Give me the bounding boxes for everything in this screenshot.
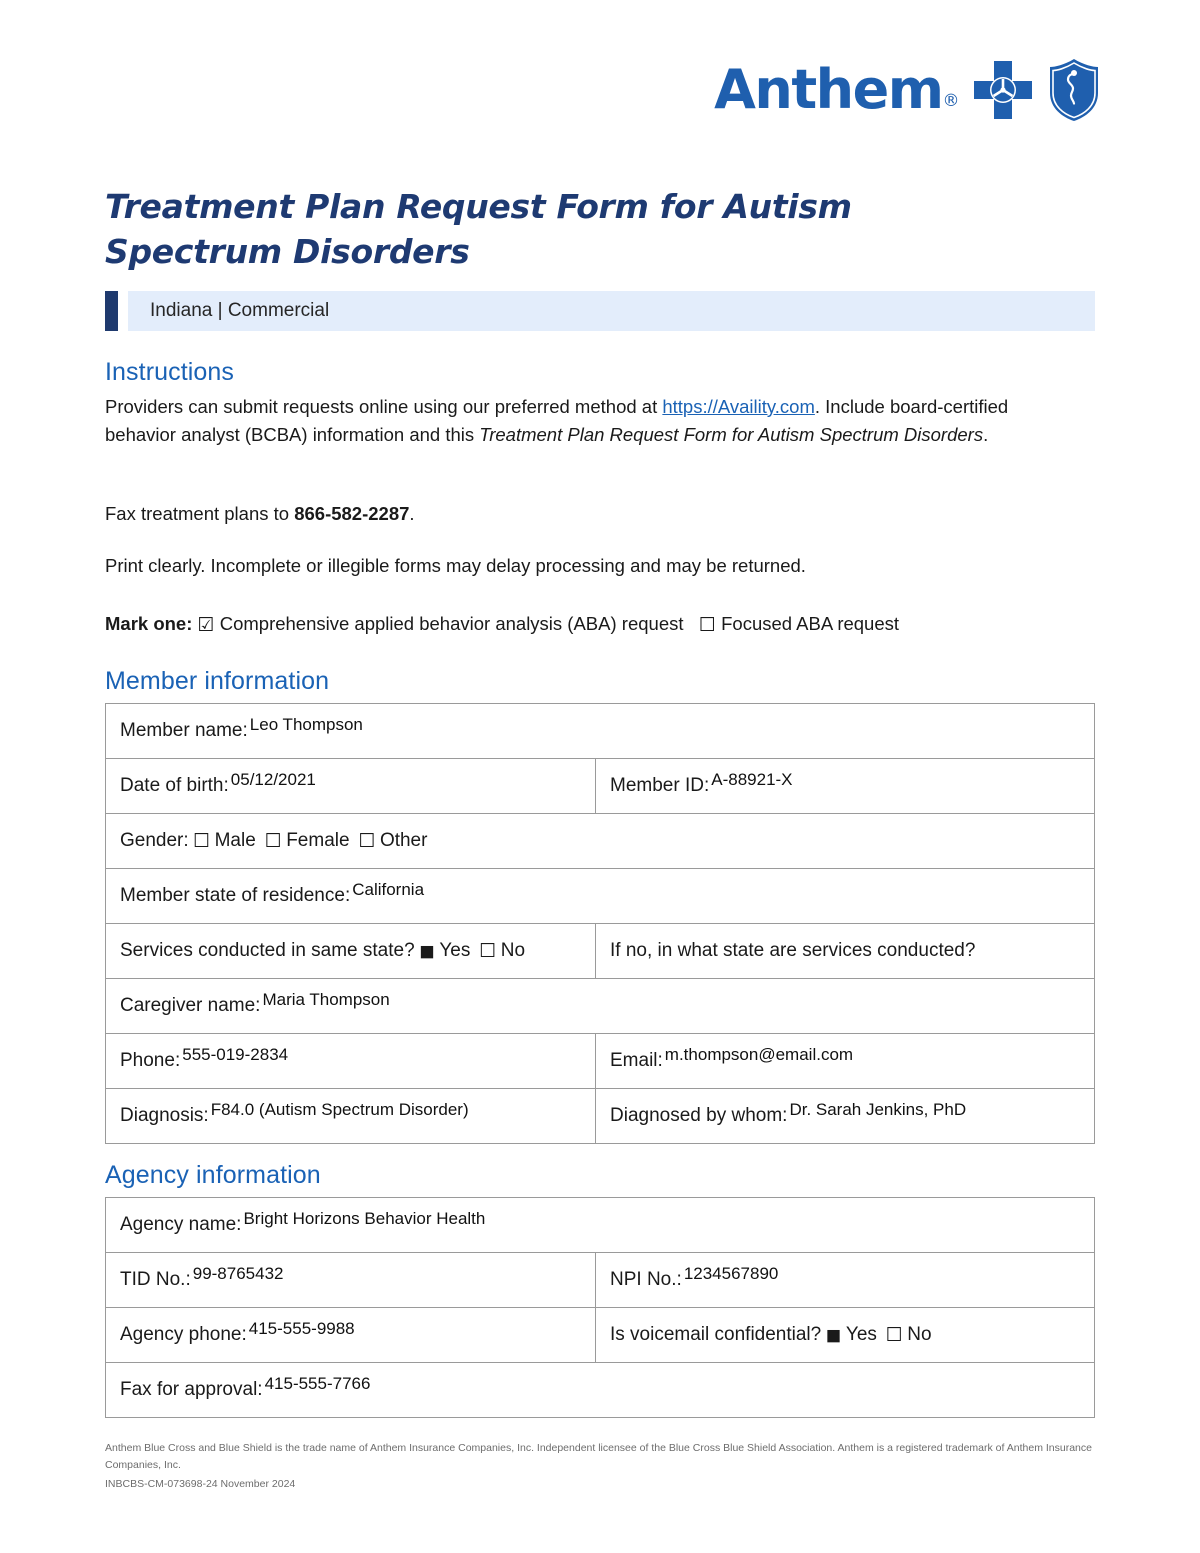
anthem-wordmark: Anthem® [714,58,958,121]
field-agency-phone[interactable] [106,1308,596,1362]
label-fax-for-approval: Fax for approval: [120,1379,263,1400]
value-npi-number: 1234567890 [683,1264,779,1283]
value-member-name: Leo Thompson [249,715,363,734]
value-tid-number: 99-8765432 [192,1264,284,1283]
section-heading-instructions: Instructions [105,358,235,386]
label-focused-aba: Focused ABA request [721,613,900,634]
label-diagnosis: Diagnosis: [120,1105,209,1126]
field-tid-number[interactable] [106,1253,596,1307]
table-row-gender [106,814,1094,869]
table-row-services-same-state [106,924,1094,979]
table-row-tid-npi [106,1253,1094,1308]
blue-cross-icon [972,59,1034,121]
label-date-of-birth: Date of birth: [120,775,229,796]
field-member-id[interactable] [596,759,1094,813]
table-row-agency-phone-voicemail [106,1308,1094,1363]
section-heading-member-information: Member information [105,667,330,695]
field-diagnosed-by[interactable] [596,1089,1094,1143]
label-email: Email: [610,1050,663,1071]
label-gender-male: Male [214,830,256,851]
value-fax-for-approval: 415-555-7766 [264,1374,371,1393]
label-voicemail-yes: Yes [845,1324,877,1345]
mark-one-row [105,610,1057,638]
label-agency-phone: Agency phone: [120,1324,247,1345]
label-voicemail-no: No [907,1324,932,1345]
table-row-fax-for-approval [106,1363,1094,1418]
checkbox-gender-female[interactable]: ☐ [264,829,282,852]
intro-text-part1: Providers can submit requests online using our preferred method at [105,396,663,417]
checkbox-gender-other[interactable]: ☐ [358,829,376,852]
field-voicemail-confidential [596,1308,1094,1362]
intro-text-part3: . [983,423,989,445]
availity-link[interactable]: https://Availity.com [662,396,815,417]
label-member-id: Member ID: [610,775,710,796]
field-date-of-birth[interactable] [106,759,596,813]
field-gender [106,814,1094,868]
field-diagnosis[interactable] [106,1089,596,1143]
label-gender-other: Other [379,830,428,851]
agency-information-table [105,1197,1095,1418]
field-phone[interactable] [106,1034,596,1088]
label-gender-female: Female [286,830,350,851]
anthem-logo [714,58,1100,122]
checkbox-same-state-no[interactable]: ☐ [479,939,497,962]
field-caregiver-name[interactable] [106,979,1094,1033]
field-agency-name[interactable] [106,1198,1094,1252]
value-member-id: A-88921-X [711,770,793,789]
label-diagnosed-by: Diagnosed by whom: [610,1105,788,1126]
intro-form-name: Treatment Plan Request Form for Autism Spectrum Disorders [479,423,984,445]
field-state-of-residence[interactable] [106,869,1094,923]
checkbox-voicemail-no[interactable]: ☐ [885,1323,903,1346]
label-same-state-yes: Yes [439,940,471,961]
value-caregiver-name: Maria Thompson [262,990,390,1009]
checkbox-voicemail-yes[interactable]: ◼ [825,1323,842,1346]
checkbox-focused-aba[interactable]: ☐ [698,614,716,636]
footer-document-code: INBCBS-CM-073698-24 November 2024 [105,1477,296,1490]
fax-number: 866-582-2287 [294,503,410,524]
field-fax-for-approval[interactable] [106,1363,1094,1417]
label-member-name: Member name: [120,720,248,741]
label-gender: Gender: [120,830,189,851]
value-diagnosed-by: Dr. Sarah Jenkins, PhD [789,1100,967,1119]
value-date-of-birth: 05/12/2021 [230,770,316,789]
table-row-dob-memberid [106,759,1094,814]
page-footer [105,1440,1095,1493]
value-email: m.thompson@email.com [664,1045,854,1064]
print-clearly-notice: Print clearly. Incomplete or illegible forms may delay processing and may be returned. [105,555,806,576]
footer-disclaimer: Anthem Blue Cross and Blue Shield is the trade name of Anthem Insurance Companies, Inc. Independent licensee of the Blue Cross Blue Shield Association. Anthem is a registered trademark of Anthem Insurance Companies, Inc. [105,1442,1092,1472]
label-if-no-which-state: If no, in what state are services conducted? [610,940,976,961]
label-agency-name: Agency name: [120,1214,242,1235]
registered-mark: ® [942,91,958,111]
label-same-state-no: No [500,940,526,961]
table-row-phone-email [106,1034,1094,1089]
field-npi-number[interactable] [596,1253,1094,1307]
label-services-same-state: Services conducted in same state? [120,940,415,961]
table-row-state-of-residence [106,869,1094,924]
blue-shield-icon [1048,58,1100,122]
fax-instruction-paragraph [105,500,1057,528]
page-title: Treatment Plan Request Form for Autism Spectrum Disorders [105,187,852,271]
field-services-same-state [106,924,596,978]
label-comprehensive-aba: Comprehensive applied behavior analysis (ABA) request [219,613,684,634]
fax-suffix-text: . [409,503,415,524]
field-email[interactable] [596,1034,1094,1088]
fax-prefix-text: Fax treatment plans to [105,503,295,524]
label-npi-number: NPI No.: [610,1269,682,1290]
field-member-name[interactable] [106,704,1094,758]
state-plan-banner [105,291,1095,331]
value-diagnosis: F84.0 (Autism Spectrum Disorder) [210,1100,469,1119]
banner-body [128,291,1095,331]
checkbox-comprehensive-aba[interactable]: ☑ [197,614,215,636]
table-row-member-name [106,704,1094,759]
value-phone: 555-019-2834 [182,1045,289,1064]
section-heading-agency-information: Agency information [105,1161,321,1189]
field-if-no-which-state[interactable] [596,924,1094,978]
label-phone: Phone: [120,1050,181,1071]
value-state-of-residence: California [352,880,425,899]
value-agency-name: Bright Horizons Behavior Health [243,1209,486,1228]
banner-label: Indiana | Commercial [150,300,330,321]
label-voicemail-confidential: Is voicemail confidential? [610,1324,822,1345]
member-information-table [105,703,1095,1144]
checkbox-same-state-yes[interactable]: ◼ [419,939,435,962]
label-state-of-residence: Member state of residence: [120,885,351,906]
value-agency-phone: 415-555-9988 [248,1319,355,1338]
banner-gap [118,291,128,331]
table-row-diagnosis [106,1089,1094,1144]
label-caregiver-name: Caregiver name: [120,995,261,1016]
instructions-intro-paragraph [105,393,1057,449]
table-row-caregiver-name [106,979,1094,1034]
banner-accent-bar [105,291,118,331]
label-tid-number: TID No.: [120,1269,191,1290]
checkbox-gender-male[interactable]: ☐ [193,829,211,852]
table-row-agency-name [106,1198,1094,1253]
intro-text-part2: . Include board-certified behavior analyst (BCBA) information and this [105,396,1009,445]
mark-one-label: Mark one: [105,613,193,634]
